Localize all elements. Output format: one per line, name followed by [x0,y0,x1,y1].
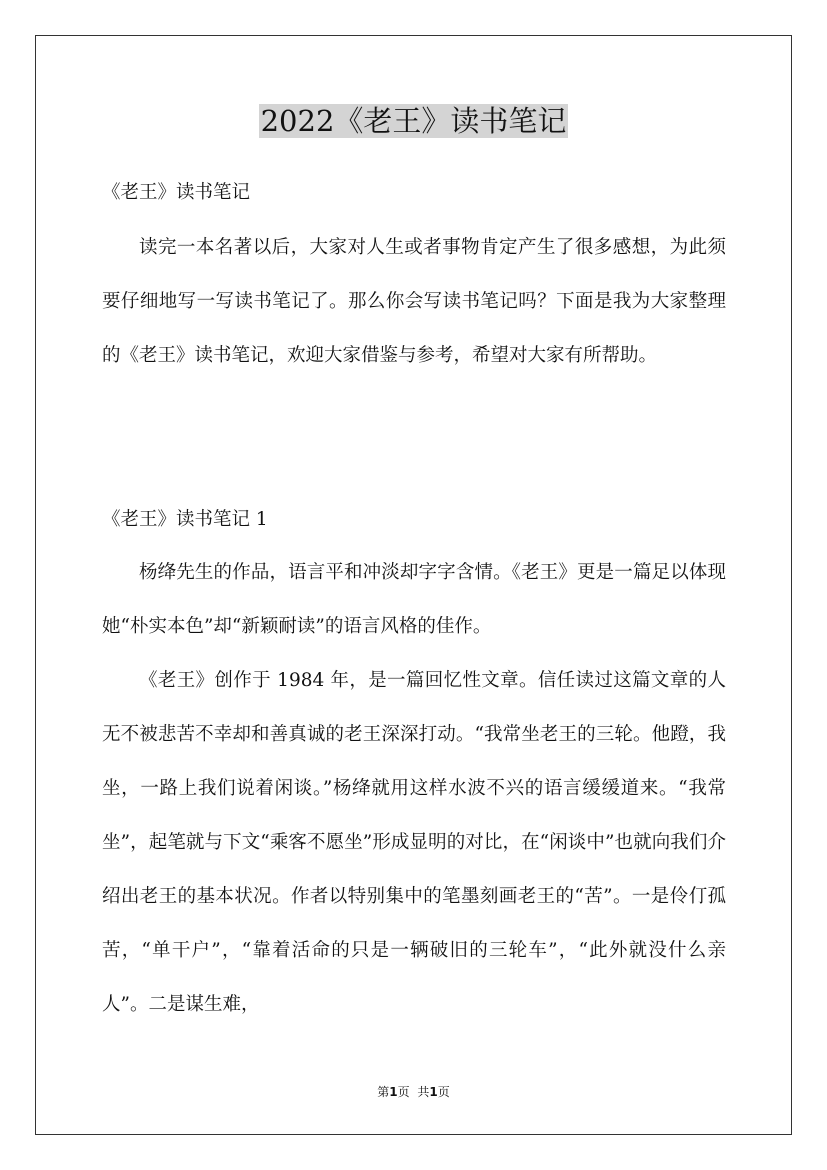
document-title-text: 2022《老王》读书笔记 [260,104,567,138]
footer-total-prefix: 共 [417,1085,430,1099]
section1-heading: 《老王》读书笔记 1 [102,509,268,530]
footer-page-prefix: 第 [377,1085,390,1099]
footer-page-suffix: 页 [397,1085,410,1099]
intro-paragraph: 读完一本名著以后，大家对人生或者事物肯定产生了很多感想，为此须要仔细地写一写读书笔记了。那么你会写读书笔记吗？下面是我为大家整理的《老王》读书笔记，欢迎大家借鉴与参考，希望对大家有所帮助。 [102,237,726,366]
intro-heading: 《老王》读书笔记 [102,182,251,203]
section1-paragraph-2: 《老王》创作于 1984 年，是一篇回忆性文章。信任读过这篇文章的人无不被悲苦不幸却和善真诚的老王深深打动。“我常坐老王的三轮。他蹬，我坐，一路上我们说着闲谈。”杨绛就用这样水波不兴的语言缓缓道来。“我常坐”，起笔就与下文“乘客不愿坐”形成显明的对比，在“闲谈中”也就向我们介绍出老王的基本状况。作者以特别集中的笔墨刻画老王的“苦”。一是伶仃孤苦，“单干户”，“靠着活命的只是一辆破旧的三轮车”，“此外就没什么亲人”。二是谋生难， [102,670,726,1015]
footer-total-pages: 1 [429,1085,438,1099]
page-footer [0,1084,827,1100]
section1-paragraph-1: 杨绛先生的作品，语言平和冲淡却字字含情。《老王》更是一篇足以体现她“朴实本色”却“新颖耐读”的语言风格的佳作。 [102,562,726,637]
document-title [0,100,827,142]
footer-total-suffix: 页 [437,1085,450,1099]
footer-page-number: 1 [389,1085,398,1099]
